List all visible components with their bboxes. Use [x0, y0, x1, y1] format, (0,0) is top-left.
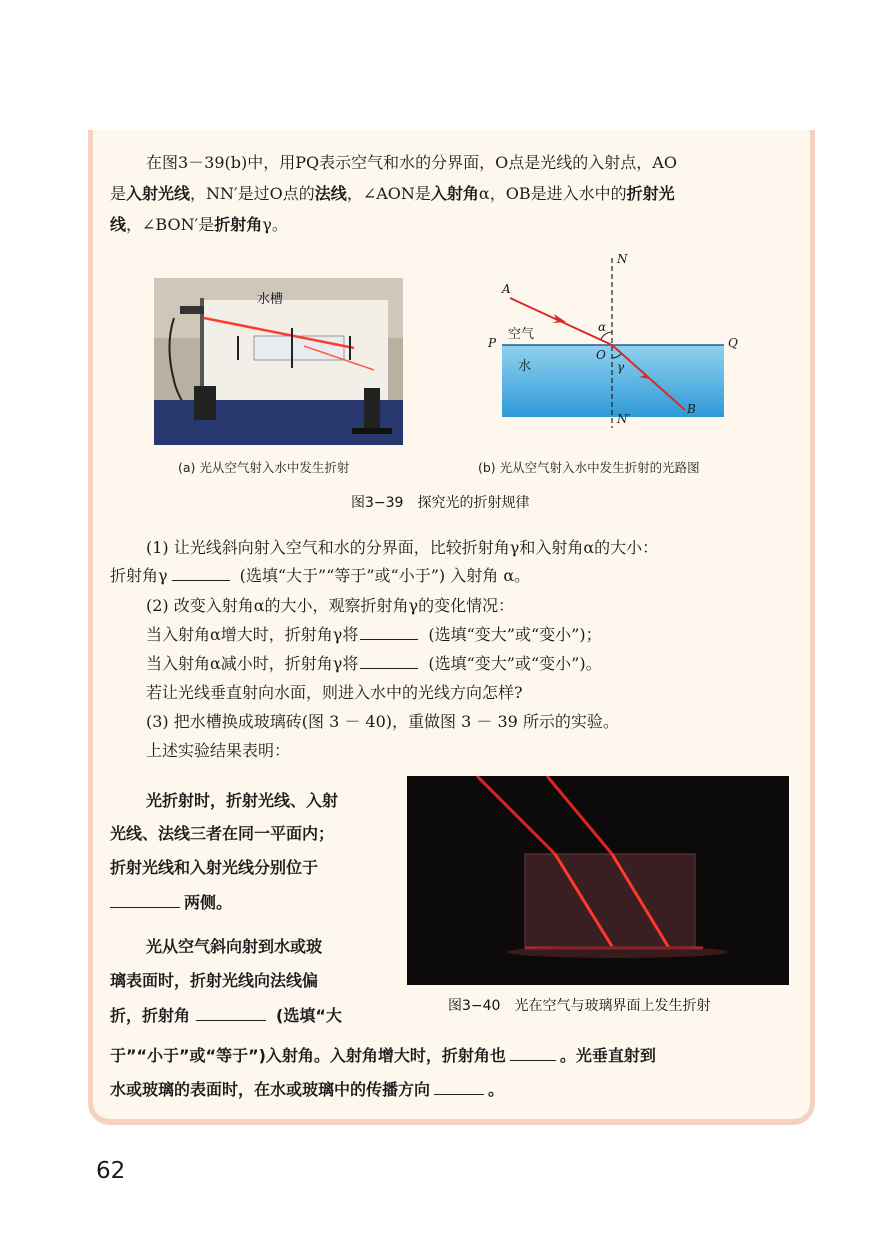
- q3-line-1: (3) 把水槽换成玻璃砖(图 3 － 40)，重做图 3 － 39 所示的实验。: [146, 712, 619, 731]
- label-Q: Q: [728, 336, 738, 350]
- q1-line-2: 折射角γ (选填“大于”“等于”或“小于”) 入射角 α。: [110, 566, 531, 585]
- intro-line-1: 在图3－39(b)中，用PQ表示空气和水的分界面，O点是光线的入射点，AO: [146, 153, 677, 172]
- water-tank-label: 水槽: [257, 292, 284, 307]
- water-tank-photo: [154, 278, 403, 445]
- label-N-prime: N′: [617, 412, 631, 426]
- summary-p1-line-4: 两侧。: [110, 892, 232, 914]
- intro-line-2: 是入射光线，NN′是过O点的法线，∠AON是入射角α，OB是进入水中的折射光: [110, 184, 675, 203]
- label-O: O: [596, 348, 606, 362]
- summary-p1-line-2: 光线、法线三者在同一平面内；: [110, 824, 335, 843]
- summary-p2-line-2: 璃表面时，折射光线向法线偏: [110, 971, 319, 990]
- figure-3-40-title: 图3−40 光在空气与玻璃界面上发生折射: [448, 998, 711, 1014]
- caption-b: (b) 光从空气射入水中发生折射的光路图: [478, 460, 700, 475]
- glass-block-photo: [407, 776, 789, 985]
- page-number: 62: [96, 1158, 126, 1184]
- q2-line-4: 若让光线垂直射向水面，则进入水中的光线方向怎样?: [146, 683, 523, 702]
- summary-p2-line-1: 光从空气斜向射到水或玻: [146, 937, 323, 956]
- q1-line-1: (1) 让光线斜向射入空气和水的分界面，比较折射角γ和入射角α的大小：: [146, 538, 659, 557]
- q2-line-1: (2) 改变入射角α的大小，观察折射角γ的变化情况：: [146, 596, 515, 615]
- label-A: A: [502, 282, 511, 296]
- intro-line-3: 线，∠BON′是折射角γ。: [110, 215, 288, 234]
- figure-3-39-title: 图3−39 探究光的折射规律: [351, 495, 530, 511]
- q2-line-2: 当入射角α增大时，折射角γ将 (选填“变大”或“变小”)；: [146, 625, 602, 644]
- summary-p1-line-3: 折射光线和入射光线分别位于: [110, 858, 319, 877]
- refraction-diagram: [480, 250, 760, 440]
- label-gamma: γ: [617, 360, 625, 374]
- label-B: B: [687, 402, 696, 416]
- label-alpha: α: [598, 320, 607, 334]
- label-N: N: [617, 252, 628, 266]
- label-water: 水: [518, 359, 532, 374]
- q3-line-2: 上述实验结果表明：: [146, 741, 291, 760]
- label-air: 空气: [508, 327, 535, 342]
- caption-a: (a) 光从空气射入水中发生折射: [178, 460, 350, 475]
- summary-p2-line-3: 折，折射角 (选填“大: [110, 1006, 342, 1025]
- label-P: P: [488, 336, 497, 350]
- summary-p2-line-5: 水或玻璃的表面时，在水或玻璃中的传播方向 。: [110, 1080, 505, 1099]
- summary-p2-line-4: 于”“小于”或“等于”)入射角。入射角增大时，折射角也 。光垂直射到: [110, 1046, 656, 1065]
- q2-line-3: 当入射角α减小时，折射角γ将 (选填“变大”或“变小”)。: [146, 654, 602, 673]
- summary-p1-line-1: 光折射时，折射光线、入射: [146, 791, 339, 810]
